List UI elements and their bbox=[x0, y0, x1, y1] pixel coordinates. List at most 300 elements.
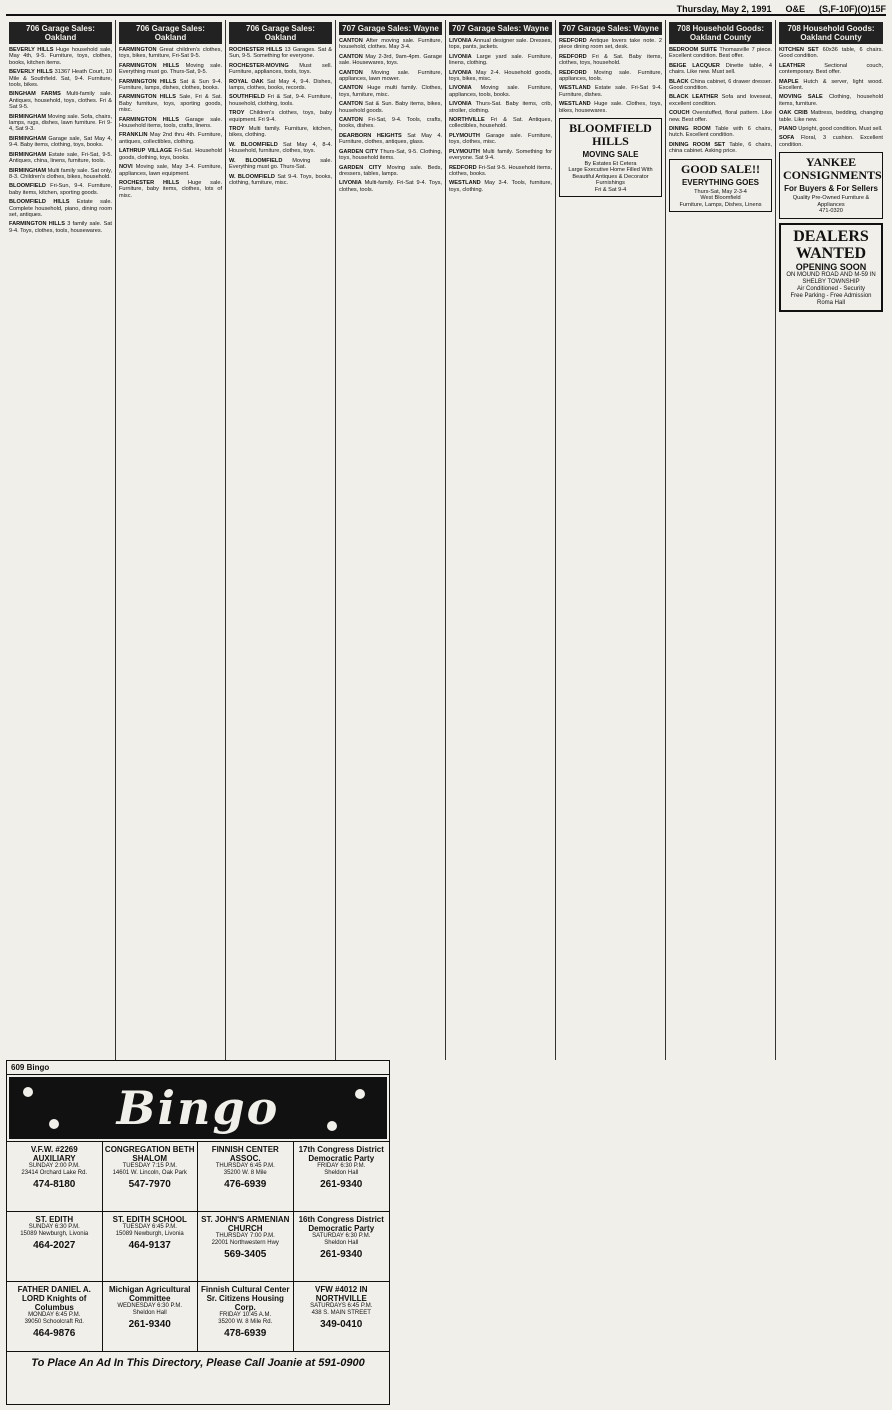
ad-lead: FARMINGTON HILLS bbox=[119, 94, 176, 101]
ad-lead: TROY bbox=[229, 126, 245, 133]
bingo-detail: Sheldon Hall bbox=[324, 1170, 359, 1176]
classified-ad bbox=[339, 117, 442, 130]
ad-body: Multi-family. Fri-Sat 9-4. Toys, clothes, tools. bbox=[339, 180, 442, 193]
display-ad-subtitle: MOVING SALE bbox=[582, 150, 639, 160]
classified-ad bbox=[339, 180, 442, 193]
bingo-detail: 15089 Newburgh, Livonia bbox=[115, 1231, 184, 1237]
bingo-listing bbox=[7, 1212, 103, 1282]
display-ad-line: West Bloomfield bbox=[700, 195, 741, 202]
ad-body: Fri & Sat, 9-4. Furniture, household, clothing, tools. bbox=[229, 94, 332, 107]
bingo-listing bbox=[103, 1282, 199, 1352]
classified-ad bbox=[9, 47, 112, 66]
dealers-wanted-box bbox=[779, 223, 883, 312]
ad-lead: W. BLOOMFIELD bbox=[229, 157, 283, 164]
ad-body: Huge sale. Furniture, baby items, clothes, lots of misc. bbox=[119, 179, 222, 199]
ad-lead: MAPLE bbox=[779, 78, 799, 85]
ad-body: Sale, Fri & Sat. Baby furniture, toys, sporting goods, misc. bbox=[119, 94, 222, 114]
classified-column bbox=[666, 20, 776, 1060]
classified-ad bbox=[449, 54, 552, 67]
ad-lead: FARMINGTON HILLS bbox=[9, 221, 65, 228]
bingo-host: 17th Congress District Democratic Party bbox=[298, 1145, 384, 1163]
classified-ad bbox=[119, 132, 222, 145]
ad-lead: BIRMINGHAM bbox=[9, 135, 46, 142]
ad-body: Large yard sale. Furniture, linens, clothing. bbox=[449, 53, 552, 67]
display-ad-line: Furniture, Lamps, Dishes, Linens bbox=[679, 201, 762, 208]
section-heading: 707 Garage Sales: Wayne bbox=[339, 22, 442, 35]
ad-lead: ROCHESTER-MOVING bbox=[229, 62, 289, 69]
ad-lead: CANTON bbox=[339, 38, 363, 44]
classified-ad bbox=[669, 79, 772, 92]
classified-ad bbox=[449, 101, 552, 114]
ad-lead: REDFORD bbox=[559, 38, 587, 44]
display-ad-subtitle: For Buyers & For Sellers bbox=[784, 184, 878, 194]
ad-lead: GARDEN CITY bbox=[339, 164, 382, 171]
classified-ad bbox=[9, 91, 112, 110]
bingo-detail: 39050 Schoolcraft Rd. bbox=[24, 1319, 84, 1325]
ad-lead: W. BLOOMFIELD bbox=[229, 173, 275, 180]
ad-body: Great children's clothes, toys, bikes, furniture, Fri-Sat 9-5. bbox=[119, 47, 222, 60]
bingo-listing bbox=[198, 1282, 294, 1352]
ad-lead: DINING ROOM SET bbox=[669, 141, 726, 148]
ad-lead: WESTLAND bbox=[559, 101, 591, 108]
bingo-footer: To Place An Ad In This Directory, Please Call Joanie at 591-0900 bbox=[31, 1357, 365, 1369]
ad-body: 13 Garages. Sat & Sun, 9-5. Something for everyone. bbox=[229, 47, 332, 60]
classified-ad bbox=[119, 148, 222, 161]
ad-lead: FARMINGTON bbox=[119, 47, 157, 53]
page-header bbox=[6, 4, 886, 16]
ad-body: Fri-Sat. Household goods, clothing, toys, books. bbox=[119, 148, 222, 161]
ad-body: Hutch & server, light wood. Excellent. bbox=[779, 78, 883, 92]
bingo-banner bbox=[9, 1077, 387, 1139]
bingo-host: ST. EDITH bbox=[35, 1215, 74, 1224]
ad-body: Moving sale. Furniture, appliances, lawn mower. bbox=[339, 69, 442, 83]
ad-body: Annual designer sale. Dresses, tops, pants, jackets. bbox=[449, 38, 552, 51]
bingo-detail: TUESDAY 6:45 P.M. bbox=[122, 1224, 177, 1230]
ad-lead: CANTON bbox=[339, 53, 363, 60]
header-date: Thursday, May 2, 1991 bbox=[676, 4, 772, 14]
ad-lead: TROY bbox=[229, 110, 245, 117]
classified-ad bbox=[339, 101, 442, 114]
ad-lead: BIRMINGHAM bbox=[9, 113, 46, 120]
classified-ad bbox=[229, 94, 332, 107]
bingo-phone: 474-8180 bbox=[33, 1179, 76, 1190]
ad-lead: FARMINGTON HILLS bbox=[119, 116, 179, 123]
classified-ad bbox=[9, 69, 112, 88]
classified-ad bbox=[449, 133, 552, 146]
display-ad-title: BLOOMFIELD HILLS bbox=[569, 121, 652, 149]
classified-column bbox=[226, 20, 336, 1060]
bingo-host: CONGREGATION BETH SHALOM bbox=[104, 1145, 195, 1163]
display-ad-subtitle: OPENING SOON bbox=[795, 261, 867, 272]
ad-body: May 2nd thru 4th. Furniture, antiques, collectibles, clothing. bbox=[119, 132, 222, 145]
classified-ad bbox=[559, 54, 662, 67]
classified-ad bbox=[779, 135, 883, 148]
bingo-listing bbox=[294, 1212, 390, 1282]
ad-lead: WESTLAND bbox=[449, 180, 481, 187]
ad-lead: FARMINGTON HILLS bbox=[119, 78, 177, 85]
ad-lead: SOFA bbox=[779, 135, 795, 142]
bingo-section-head: 609 Bingo bbox=[7, 1061, 389, 1075]
display-ad-title: YANKEE CONSIGNMENTS bbox=[783, 155, 882, 183]
classified-ad bbox=[669, 47, 772, 60]
classified-ad bbox=[339, 38, 442, 51]
bingo-host: FATHER DANIEL A. LORD Knights of Columbus bbox=[17, 1285, 91, 1312]
header-paper: O&E bbox=[785, 4, 805, 14]
classified-ad bbox=[669, 63, 772, 76]
bingo-detail: Sheldon Hall bbox=[132, 1310, 167, 1316]
ad-body: Multi family. Something for everyone. Sat 9-4. bbox=[449, 148, 552, 162]
ad-body: Thurs-Sat, 9-5. Clothing, toys, household items. bbox=[339, 148, 442, 162]
classified-ad bbox=[119, 79, 222, 92]
ad-body: Thomasville 7 piece. Excellent condition. Best offer. bbox=[669, 47, 772, 60]
classified-ad bbox=[339, 85, 442, 98]
bingo-detail: 35200 W. 8 Mile bbox=[223, 1170, 267, 1176]
bingo-phone: 261-9340 bbox=[320, 1249, 363, 1260]
classified-ad bbox=[119, 180, 222, 199]
section-heading: 706 Garage Sales: Oakland bbox=[9, 22, 112, 44]
classified-ad bbox=[229, 110, 332, 123]
ad-lead: LIVONIA bbox=[339, 180, 362, 187]
ad-lead: WESTLAND bbox=[559, 85, 591, 92]
ad-lead: BEVERLY HILLS bbox=[9, 47, 54, 53]
classified-ad bbox=[339, 149, 442, 162]
classified-ad bbox=[229, 158, 332, 171]
section-heading: 706 Garage Sales: Oakland bbox=[229, 22, 332, 44]
ad-body: Garage sale. Furniture, toys, clothes, misc. bbox=[449, 132, 552, 146]
ad-lead: CANTON bbox=[339, 85, 363, 92]
bingo-detail: 14601 W. Lincoln, Oak Park bbox=[112, 1170, 187, 1176]
bingo-listing bbox=[294, 1282, 390, 1352]
bingo-listing bbox=[294, 1142, 390, 1212]
classified-ad bbox=[9, 183, 112, 196]
classified-column bbox=[556, 20, 666, 1060]
bingo-detail: 22001 Northwestern Hwy bbox=[211, 1240, 279, 1246]
ad-lead: MOVING SALE bbox=[779, 94, 823, 101]
ad-lead: LIVONIA bbox=[449, 85, 472, 92]
ad-body: After moving sale. Furniture, household, clothes. May 3-4. bbox=[339, 38, 443, 51]
ad-body: Children's clothes, toys, baby equipment. Fri 9-4. bbox=[229, 110, 332, 123]
ad-body: Moving sale. Everything must go. Thurs-Sat. bbox=[229, 157, 333, 171]
section-heading: 706 Garage Sales: Oakland bbox=[119, 22, 222, 44]
bingo-phone: 261-9340 bbox=[128, 1319, 171, 1330]
ad-body: Sofa and loveseat, excellent condition. bbox=[669, 94, 772, 107]
ad-body: Multi family sale. Sat only, 8-3. Children's clothes, bikes, household. bbox=[9, 167, 113, 180]
ad-lead: BIRMINGHAM bbox=[9, 167, 46, 174]
section-heading: 707 Garage Sales: Wayne bbox=[559, 22, 662, 35]
ad-lead: LIVONIA bbox=[449, 38, 472, 44]
classified-ad bbox=[779, 79, 883, 92]
ad-body: Table with 6 chairs, hutch. Excellent condition. bbox=[669, 126, 772, 139]
bingo-phone: 261-9340 bbox=[320, 1179, 363, 1190]
classified-column bbox=[446, 20, 556, 1060]
ad-lead: BLACK bbox=[669, 78, 689, 85]
display-ad-box bbox=[559, 118, 662, 197]
bingo-phone: 464-9137 bbox=[128, 1240, 171, 1251]
classified-ad bbox=[119, 117, 222, 130]
classified-ad bbox=[9, 168, 112, 181]
ad-lead: NOVI bbox=[119, 164, 133, 171]
classified-ad bbox=[229, 63, 332, 76]
classified-ad bbox=[669, 126, 772, 139]
ad-body: May 3-4. Tools, furniture, toys, clothing. bbox=[449, 180, 552, 193]
ad-body: Moving sale, May 3-4. Furniture, appliances, lawn equipment. bbox=[119, 164, 222, 177]
ad-body: May 2-3rd, 9am-4pm. Garage sale. Housewares, toys. bbox=[339, 53, 442, 67]
classified-ad bbox=[229, 142, 332, 155]
bingo-detail: MONDAY 6:45 P.M. bbox=[28, 1312, 81, 1318]
ad-lead: BEVERLY HILLS bbox=[9, 69, 53, 76]
ad-lead: BINGHAM FARMS bbox=[9, 91, 61, 98]
classified-ad bbox=[779, 126, 883, 132]
ad-body: Mattress, bedding, changing table. Like new. bbox=[779, 110, 883, 123]
classified-ad bbox=[119, 63, 222, 76]
bingo-phone: 547-7970 bbox=[128, 1179, 171, 1190]
classified-ad bbox=[559, 85, 662, 98]
display-ad-line: Thurs-Sat, May 2-3-4 bbox=[694, 188, 747, 195]
display-ad-box bbox=[669, 159, 772, 212]
ad-body: Sat May 4, 8-4. Household, furniture, clothes, toys. bbox=[229, 141, 332, 155]
classified-ad bbox=[119, 47, 222, 60]
display-ad-title: DEALERS WANTED bbox=[793, 227, 869, 262]
ad-body: Garage sale. Household items, tools, crafts, linens. bbox=[119, 116, 223, 130]
ad-lead: PIANO bbox=[779, 126, 797, 133]
display-ad-line: Quality Pre-Owned Furniture & Appliances bbox=[792, 195, 870, 208]
classified-ad bbox=[559, 70, 662, 83]
ad-body: Fri-Sun, 9-4. Furniture, baby items, kitchen, sporting goods. bbox=[9, 183, 112, 196]
bingo-detail: SATURDAYS 6:45 P.M. bbox=[310, 1303, 373, 1309]
ad-lead: LEATHER bbox=[779, 62, 805, 69]
ad-body: Sat May 4. Furniture, clothes, antiques, glass. bbox=[339, 132, 442, 146]
ad-body: Sat May 4, 9-4. Dishes, lamps, clothes, books, records. bbox=[229, 78, 332, 92]
classified-ad bbox=[119, 94, 222, 113]
ad-body: 31367 Heath Court, 10 Mile & Southfield. Sat, 9-4. Furniture, tools, bikes. bbox=[9, 69, 112, 89]
ad-body: Huge multi family. Clothes, toys, furniture, misc. bbox=[339, 85, 442, 98]
bingo-detail: 23414 Orchard Lake Rd. bbox=[21, 1170, 88, 1176]
display-ad-box bbox=[779, 152, 883, 218]
ad-lead: BEIGE LACQUER bbox=[669, 62, 720, 69]
classified-ad bbox=[339, 165, 442, 178]
classified-ad bbox=[669, 110, 772, 123]
ad-body: China cabinet, 6 drawer dresser. Good condition. bbox=[669, 78, 772, 92]
classified-ad bbox=[559, 101, 662, 114]
classified-ad bbox=[779, 110, 883, 123]
ad-body: Floral, 3 cushion. Excellent condition. bbox=[779, 135, 883, 148]
ad-body: Moving sale. Sofa, chairs, lamps, rugs, dishes, lawn furniture. Fri 9-4, Sat 9-3. bbox=[9, 113, 112, 133]
bingo-detail: THURSDAY 7:00 P.M. bbox=[215, 1233, 275, 1239]
bingo-detail: 15089 Newburgh, Livonia bbox=[20, 1231, 89, 1237]
ad-body: Sectional couch, contemporary. Best offer. bbox=[779, 62, 883, 76]
ad-lead: CANTON bbox=[339, 69, 363, 76]
bingo-host: V.F.W. #2269 AUXILIARY bbox=[30, 1145, 78, 1163]
ad-lead: LIVONIA bbox=[449, 53, 472, 60]
bingo-host: Finnish Cultural Center Sr. Citizens Housing Corp. bbox=[201, 1285, 290, 1312]
bingo-host: ST. EDITH SCHOOL bbox=[112, 1215, 187, 1224]
ad-lead: PLYMOUTH bbox=[449, 148, 480, 155]
ad-body: Estate sale. Complete household, piano, dining room set, antiques. bbox=[9, 199, 112, 218]
bingo-detail: 35200 W. 8 Mile Rd. bbox=[218, 1319, 273, 1325]
ad-lead: OAK CRIB bbox=[779, 110, 808, 117]
ad-body: Overstuffed, floral pattern. Like new. Best offer. bbox=[669, 110, 772, 123]
display-ad-line: ON MOUND ROAD AND M-59 IN SHELBY TOWNSHIP bbox=[786, 271, 876, 285]
ad-lead: BEDROOM SUITE bbox=[669, 47, 718, 53]
bingo-detail: WEDNESDAY 6:30 P.M. bbox=[117, 1303, 183, 1309]
classified-ad bbox=[9, 199, 112, 218]
bingo-detail: FRIDAY 10:45 A.M. bbox=[219, 1312, 272, 1318]
ad-body: Moving sale. Furniture, appliances, tools, books. bbox=[449, 85, 552, 98]
classified-ad bbox=[9, 136, 112, 149]
classified-ad bbox=[449, 85, 552, 98]
ad-lead: ROCHESTER HILLS bbox=[229, 47, 283, 53]
bingo-host: ST. JOHN'S ARMENIAN CHURCH bbox=[201, 1215, 290, 1233]
ad-body: Garage sale, Sat May 4, 9-4. Baby items, clothing, toys, books. bbox=[9, 135, 112, 149]
ad-lead: DINING ROOM bbox=[669, 126, 711, 133]
section-heading: 707 Garage Sales: Wayne bbox=[449, 22, 552, 35]
ad-lead: PLYMOUTH bbox=[449, 132, 480, 139]
ad-lead: SOUTHFIELD bbox=[229, 94, 265, 101]
bingo-host: 16th Congress District Democratic Party bbox=[298, 1215, 384, 1233]
bingo-host: VFW #4012 IN NORTHVILLE bbox=[315, 1285, 368, 1303]
section-heading: 708 Household Goods: Oakland County bbox=[779, 22, 883, 44]
ad-body: Fri & Sat. Antiques, collectibles, household. bbox=[449, 117, 552, 130]
ad-body: Huge sale. Clothes, toys, bikes, housewares. bbox=[559, 101, 663, 114]
ad-lead: REDFORD bbox=[449, 164, 477, 171]
classified-ad bbox=[779, 47, 883, 60]
ad-body: Upright, good condition. Must sell. bbox=[798, 126, 883, 133]
bingo-listing bbox=[198, 1212, 294, 1282]
display-ad-line: Air Conditioned - Security bbox=[796, 285, 866, 292]
classified-ad bbox=[669, 142, 772, 155]
bingo-grid bbox=[7, 1141, 389, 1352]
classified-column bbox=[116, 20, 226, 1060]
ad-lead: ROCHESTER HILLS bbox=[119, 179, 180, 186]
bingo-listing bbox=[198, 1142, 294, 1212]
bingo-detail: THURSDAY 6:45 P.M. bbox=[215, 1163, 275, 1169]
classified-ad bbox=[229, 174, 332, 187]
ad-lead: BLOOMFIELD bbox=[9, 183, 46, 190]
classified-ad bbox=[9, 152, 112, 165]
bingo-detail: Sheldon Hall bbox=[324, 1240, 359, 1246]
ad-body: 3 family sale. Sat 9-4. Toys, clothes, tools, housewares. bbox=[9, 221, 112, 234]
bingo-phone: 349-0410 bbox=[320, 1319, 363, 1330]
ad-lead: LIVONIA bbox=[449, 69, 472, 76]
bingo-phone: 569-3405 bbox=[224, 1249, 267, 1260]
ad-body: Antique lovers take note. 2 piece dining room set, desk. bbox=[559, 38, 662, 51]
display-ad-line: Fri & Sat 9-4 bbox=[594, 186, 627, 193]
ad-lead: ROYAL OAK bbox=[229, 78, 264, 85]
bingo-detail: SUNDAY 6:30 P.M. bbox=[28, 1224, 80, 1230]
ad-body: Fri-Sat 9-5. Household items, clothes, books. bbox=[449, 164, 552, 177]
classified-ad bbox=[229, 47, 332, 60]
bingo-listing bbox=[103, 1142, 199, 1212]
ad-lead: BLOOMFIELD HILLS bbox=[9, 199, 70, 206]
ad-body: Sat 9-4. Toys, books, clothing, furniture, misc. bbox=[229, 173, 332, 186]
classified-ad bbox=[449, 149, 552, 162]
ad-lead: LIVONIA bbox=[449, 101, 472, 108]
classified-ad bbox=[449, 117, 552, 130]
classified-ad bbox=[669, 94, 772, 107]
classified-ad bbox=[229, 126, 332, 139]
classified-ad bbox=[449, 165, 552, 178]
section-heading: 708 Household Goods: Oakland County bbox=[669, 22, 772, 44]
ad-body: Fri & Sat. Baby items, clothes, toys, household. bbox=[559, 53, 662, 67]
ad-lead: FARMINGTON HILLS bbox=[119, 62, 180, 69]
classified-ad bbox=[119, 164, 222, 177]
classified-ad bbox=[229, 79, 332, 92]
classifieds-grid bbox=[6, 20, 886, 1060]
bingo-detail: SATURDAY 6:30 P.M. bbox=[312, 1233, 371, 1239]
classified-ad bbox=[449, 38, 552, 51]
classified-ad bbox=[779, 94, 883, 107]
display-ad-line: Large Executive Home Filled With Beautiful Antiques & Decorator Furnishings bbox=[568, 167, 653, 187]
display-ad-line: By Estates Et Cetera bbox=[584, 161, 637, 168]
ad-lead: FRANKLIN bbox=[119, 132, 148, 139]
bingo-listing bbox=[7, 1142, 103, 1212]
bingo-phone: 464-2027 bbox=[33, 1240, 76, 1251]
ad-lead: W. BLOOMFIELD bbox=[229, 141, 278, 148]
bingo-directory bbox=[6, 1060, 390, 1405]
display-ad-subtitle: EVERYTHING GOES bbox=[681, 177, 760, 187]
ad-body: Estate sale. Fri-Sat 9-4. Furniture, dishes. bbox=[559, 85, 662, 98]
ad-body: Dinette table, 4 chairs. Like new. Must sell. bbox=[669, 62, 772, 76]
bingo-phone: 464-9876 bbox=[33, 1328, 76, 1339]
classified-ad bbox=[9, 114, 112, 133]
header-code: (S,F-10F)(O)15F bbox=[818, 4, 886, 14]
ad-body: Sat & Sun. Baby items, bikes, household goods. bbox=[339, 101, 443, 114]
classified-column bbox=[336, 20, 446, 1060]
ad-body: Moving sale. Furniture, appliances, tools. bbox=[559, 69, 662, 83]
classified-ad bbox=[339, 133, 442, 146]
ad-body: Huge household sale, May 4th, 9-5. Furniture, toys, clothes, books, kitchen items. bbox=[9, 47, 112, 66]
ad-body: Moving sale. Everything must go. Thurs-Sat, 9-5. bbox=[119, 62, 222, 76]
classified-column bbox=[776, 20, 886, 1060]
classified-ad bbox=[559, 38, 662, 51]
ad-lead: CANTON bbox=[339, 101, 363, 108]
ad-lead: COUCH bbox=[669, 110, 690, 117]
display-ad-line: 471-0320 bbox=[819, 208, 843, 215]
ad-body: Must sell. Furniture, appliances, tools, toys. bbox=[229, 62, 332, 76]
ad-body: Multi family. Furniture, kitchen, bikes, clothing. bbox=[229, 126, 332, 139]
ad-body: Sat & Sun 9-4. Furniture, lamps, dishes, clothes, books. bbox=[119, 78, 222, 92]
ad-body: Estate sale, Fri-Sat, 9-5. Antiques, china, linens, furniture, tools. bbox=[9, 151, 112, 165]
ad-body: Multi-family sale. Antiques, household, toys, clothes. Fri & Sat 9-5. bbox=[9, 91, 112, 111]
ad-lead: GARDEN CITY bbox=[339, 148, 379, 155]
ad-body: Moving sale. Beds, dressers, tables, lamps. bbox=[339, 164, 442, 177]
display-ad-line: Free Parking - Free Admission bbox=[790, 292, 872, 299]
ad-body: 60x36 table, 6 chairs. Good condition. bbox=[779, 47, 883, 60]
bingo-host: Michigan Agricultural Committee bbox=[109, 1285, 191, 1303]
classified-ad bbox=[449, 70, 552, 83]
classified-ad bbox=[339, 54, 442, 67]
ad-lead: BIRMINGHAM bbox=[9, 151, 46, 158]
ad-body: May 2-4. Household goods, toys, bikes, misc. bbox=[449, 69, 552, 83]
bingo-detail: FRIDAY 6:30 P.M. bbox=[317, 1163, 366, 1169]
classified-ad bbox=[9, 221, 112, 234]
bingo-host: FINNISH CENTER ASSOC. bbox=[211, 1145, 279, 1163]
bingo-detail: TUESDAY 7:15 P.M. bbox=[122, 1163, 177, 1169]
ad-body: Thurs-Sat. Baby items, crib, stroller, clothing. bbox=[449, 101, 553, 114]
classified-ad bbox=[339, 70, 442, 83]
ad-lead: KITCHEN SET bbox=[779, 47, 819, 53]
classified-ad bbox=[779, 63, 883, 76]
ad-body: Table, 6 chairs, china cabinet. Asking price. bbox=[669, 141, 773, 155]
bingo-listing bbox=[103, 1212, 199, 1282]
display-ad-line: Roma Hall bbox=[816, 299, 845, 306]
ad-lead: REDFORD bbox=[559, 69, 587, 76]
ad-lead: NORTHVILLE bbox=[449, 117, 485, 124]
bingo-detail: SUNDAY 2:00 P.M. bbox=[28, 1163, 80, 1169]
ad-body: Clothing, household items, furniture. bbox=[779, 94, 883, 107]
ad-lead: CANTON bbox=[339, 117, 363, 124]
bingo-listing bbox=[7, 1282, 103, 1352]
